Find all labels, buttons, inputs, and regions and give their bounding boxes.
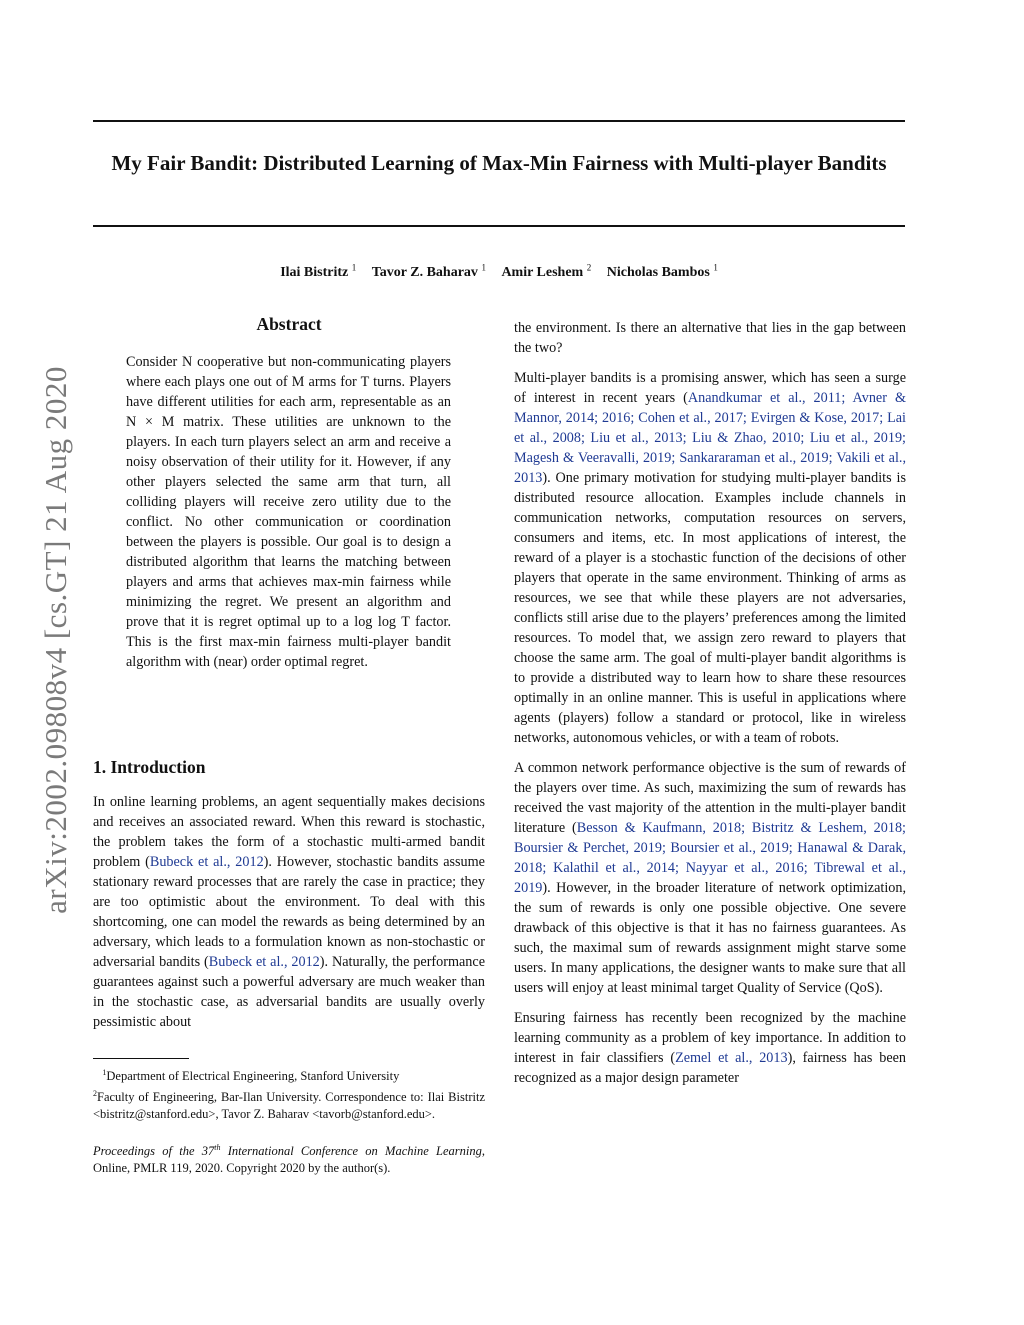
abstract-body: [126, 352, 451, 682]
paragraph: Multi-player bandits is a promising answer, which has seen a surge of interest in recent years (Anandkumar et al., 2011; Avner & Mannor, 2014; 2016; Cohen et al., 2017; Evirgen & Kose, 2017; Lai et al., 2008; Liu et al., 2013; Liu & Zhao, 2010; Liu et al., 2019; Magesh & Veeravalli, 2019; Sankararaman et al., 2019; Vakili et al., 2013). One primary motivation for studying multi-player bandits is distributed resource allocation. Examples include channels in communication networks, computation resources on servers, consumers and items, etc. In most applications of interest, the reward of a player is a stochastic function of the decisions of other players that operate in the same environment. Thinking of arms as resources, we see that while these players are not adversaries, conflicts still arise due to the players’ preferences among the limited resources. To model that, we assign zero reward to players that choose the same arm. The goal of multi-player bandit algorithms is to provide a distributed way to learn how to share these resources optimally in an online manner. This is useful in applications where agents (players) follow a standard or protocol, like in wireless networks, autonomous vehicles, or with a team of robots.: [514, 370, 906, 746]
section-heading-introduction: 1. Introduction: [93, 757, 206, 777]
author: Nicholas Bambos $^1$: [606, 262, 718, 280]
paragraph: A common network performance objective is the sum of rewards of the players over time. As such, maximizing the sum of rewards has received the vast majority of the attention in the multi-player bandit literature (Besson & Kaufmann, 2018; Bistritz & Leshem, 2018; Boursier & Perchet, 2019; Boursier et al., 2019; Hanawal & Darak, 2018; Kalathil et al., 2014; Nayyar et al., 2016; Tibrewal et al., 2019). However, in the broader literature of network optimization, the sum of rewards is only one possible objective. One severe drawback of this objective is that it has no fairness guarantees. As such, the maximal sum of rewards assignment might starve some users. In many applications, the designer wants to make sure that all users will enjoy at least minimal target Quality of Service (QoS).: [514, 760, 906, 996]
intro-paragraph: In online learning problems, an agent sequentially makes decisions and receives an associated reward. When this reward is stochastic, the problem takes the form of a stochastic multi-armed bandit problem (Bubeck et al., 2012). However, stochastic bandits assume stationary reward processes that are rarely the case in practice; they are too optimistic about the environment. To deal with this shortcoming, one can model the rewards as being determined by an adversary, which leads to a formulation known as non-stochastic or adversarial bandits (Bubeck et al., 2012). Naturally, the performance guarantees against such a powerful adversary are much weaker than in the stochastic case, as adversarial bandits are usually overly pessimistic about: [93, 794, 485, 1030]
intro-body: [93, 792, 485, 1042]
citation-link[interactable]: Besson & Kaufmann, 2018; Bistritz & Leshem, 2018; Boursier & Perchet, 2019; Boursier et al., 2019; Hanawal & Darak, 2018; Kalathil et al., 2014; Nayyar et al., 2016; Tibrewal et al., 2019: [514, 820, 906, 896]
citation-link[interactable]: Bubeck et al., 2012: [208, 954, 320, 970]
arxiv-stamp: arXiv:2002.09808v4 [cs.GT] 21 Aug 2020: [38, 366, 73, 914]
footnote-2: $^2$Faculty of Engineering, Bar-Ilan University. Correspondence to: Ilai Bistritz <bistritz@stanford.edu>, Tavor Z. Baharav <tavorb@stanford.edu>.: [93, 1089, 485, 1122]
abstract-text: Consider N cooperative but non-communicating players where each plays one out of M arms for T turns. Players have different utilities for each arm, representable as an N × M matrix. These utilities are unknown to the players. In each turn players select an arm and receive a noisy observation of their utility for it. However, if any other players selected the same arm that turn, all colliding players will receive zero utility due to the conflict. No other communication or coordination between the players is possible. Our goal is to design a distributed algorithm that learns the matching between players and arms that achieves max-min fairness while minimizing the regret. We present an algorithm and prove that it is regret optimal up to a log log T factor. This is the first max-min fairness multi-player bandit algorithm with (near) order optimal regret.: [126, 354, 451, 670]
author: Ilai Bistritz $^1$: [280, 262, 357, 280]
abstract-heading: Abstract: [256, 314, 322, 334]
right-column: [514, 318, 906, 1098]
citation-link[interactable]: Zemel et al., 2013: [675, 1050, 788, 1066]
footnote-rule: [93, 1058, 189, 1059]
proceedings-note: Proceedings of the 37th International Conference on Machine Learning, Online, PMLR 119, 2020. Copyright 2020 by the author(s).: [93, 1143, 485, 1176]
footnotes: [93, 1064, 485, 1177]
author-list: [93, 262, 905, 281]
paragraph: Ensuring fairness has recently been recognized by the machine learning community as a problem of key importance. In addition to interest in fair classifiers (Zemel et al., 2013), fairness has been recognized as a major design parameter: [514, 1010, 907, 1086]
title-top-rule: [93, 120, 905, 122]
citation-link[interactable]: Bubeck et al., 2012: [149, 854, 264, 870]
paper-title: My Fair Bandit: Distributed Learning of Max-Min Fairness with Multi-player Bandits: [111, 151, 887, 175]
author: Amir Leshem $^2$: [501, 262, 592, 280]
title-bottom-rule: [93, 225, 905, 227]
author: Tavor Z. Baharav $^1$: [371, 262, 486, 280]
paragraph: the environment. Is there an alternative that lies in the gap between the two?: [514, 320, 906, 356]
citation-link[interactable]: Anandkumar et al., 2011; Avner & Mannor, 2014; 2016; Cohen et al., 2017; Evirgen & Kose, 2017; Lai et al., 2008; Liu et al., 2013; Liu & Zhao, 2010; Liu et al., 2019; Magesh & Veeravalli, 2019; Sankararaman et al., 2019; Vakili et al., 2013: [514, 390, 906, 486]
footnote-1: $^1$Department of Electrical Engineering, Stanford University: [102, 1068, 400, 1084]
